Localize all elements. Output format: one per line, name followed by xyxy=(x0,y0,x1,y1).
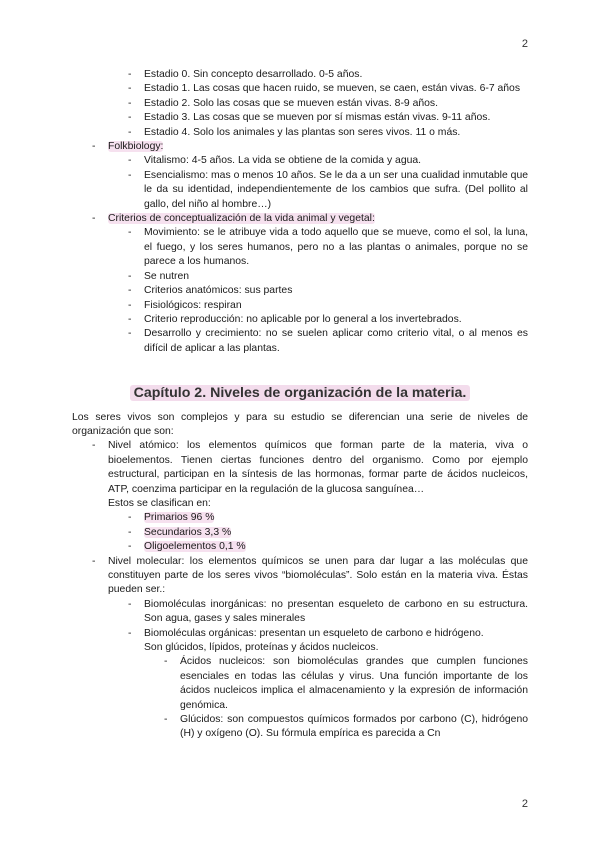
list-item: - Estadio 2. Solo las cosas que se mueven están vivas. 8-9 años. xyxy=(72,97,528,111)
list-item: - Primarios 96 % xyxy=(72,511,528,525)
list-item: - Secundarios 3,3 % xyxy=(72,526,528,540)
list-item: - Estadio 1. Las cosas que hacen ruido, se mueven, se caen, están vivas. 6-7 años xyxy=(72,82,528,96)
organicas-continuation: Son glúcidos, lípidos, proteínas y ácidos nucleicos. xyxy=(144,642,379,654)
list-item: - Estadio 0. Sin concepto desarrollado. 0-5 años. xyxy=(72,68,528,82)
list-item: - Biomoléculas orgánicas: presentan un esqueleto de carbono e hidrógeno. xyxy=(72,627,528,641)
list-item: - Oligoelementos 0,1 % xyxy=(72,540,528,554)
biomoleculas-list xyxy=(72,598,528,641)
list-item: - Biomoléculas inorgánicas: no presentan esqueleto de carbono en su estructura. Son agua, gases y sales minerales xyxy=(72,598,528,627)
criterios-section xyxy=(72,212,528,226)
page-number-bottom: 2 xyxy=(521,798,528,810)
list-item: - Criterios de conceptualización de la vida animal y vegetal: xyxy=(72,212,528,226)
list-item: - Estadio 3. Las cosas que se mueven por sí mismas están vivas. 9-11 años. xyxy=(72,111,528,125)
nivel-atomico-section xyxy=(72,439,528,497)
folkbiology-list xyxy=(72,154,528,212)
biomoleculas-organicas-list xyxy=(72,655,528,741)
list-item: - Criterio reproducción: no aplicable por lo general a los invertebrados. xyxy=(72,313,528,327)
page-number-top: 2 xyxy=(521,38,528,50)
list-item: - Estadio 4. Solo los animales y las plantas son seres vivos. 11 o más. xyxy=(72,126,528,140)
list-item: - Folkbiology: xyxy=(72,140,528,154)
list-item: - Ácidos nucleicos: son biomoléculas grandes que cumplen funciones esenciales en todas las células y virus. Una función importante de los ácidos nucleicos implica el almacenamiento y la expresión de información genómica. xyxy=(72,655,528,713)
folkbiology-section xyxy=(72,140,528,154)
list-item: - Movimiento: se le atribuye vida a todo aquello que se mueve, como el sol, la luna, el fuego, y los seres humanos, pero no a las plantas o animales, porque no se parece a los humanos. xyxy=(72,226,528,269)
list-item: - Criterios anatómicos: sus partes xyxy=(72,284,528,298)
list-item: - Esencialismo: mas o menos 10 años. Se le da a un ser una cualidad inmutable que le da su identidad, independientemente de los cambios que sufra. (Del pollito al gallo, del niño al hombre…) xyxy=(72,169,528,212)
stadios-list xyxy=(72,68,528,140)
criterios-list xyxy=(72,226,528,356)
list-item: - Desarrollo y crecimiento: no se suelen aplicar como criterio vital, o al menos es difícil de aplicar a las plantas. xyxy=(72,327,528,356)
clasifican-text: Estos se clasifican en: xyxy=(108,497,211,509)
list-item: - Nivel molecular: los elementos químicos se unen para dar lugar a las moléculas que constituyen parte de los seres vivos “biomoléculas”. Solo están en la materia viva. Éstas pueden ser.: xyxy=(72,555,528,598)
document-body xyxy=(72,68,528,742)
chapter-intro: Los seres vivos son complejos y para su estudio se diferencian una serie de niveles de organización que son: xyxy=(72,411,528,437)
list-item: - Se nutren xyxy=(72,270,528,284)
list-item: - Nivel atómico: los elementos químicos que forman parte de la materia, viva o bioelementos. Tienen ciertas funciones dentro del organismo. Como por ejemplo estructural, participan en la síntesis de las hormonas, formar parte de ácidos nucleicos, ATP, coenzima participar en la regulación de la glucosa sanguínea… xyxy=(72,439,528,497)
list-item: - Vitalismo: 4-5 años. La vida se obtiene de la comida y agua. xyxy=(72,154,528,168)
nivel-molecular-section xyxy=(72,555,528,598)
list-item: - Glúcidos: son compuestos químicos formados por carbono (C), hidrógeno (H) y oxígeno (O). Su fórmula empírica es parecida a Cn xyxy=(72,713,528,742)
chapter-title: Capítulo 2. Niveles de organización de la materia. xyxy=(72,386,528,400)
list-item: - Fisiológicos: respiran xyxy=(72,299,528,313)
bioelementos-list xyxy=(72,511,528,554)
